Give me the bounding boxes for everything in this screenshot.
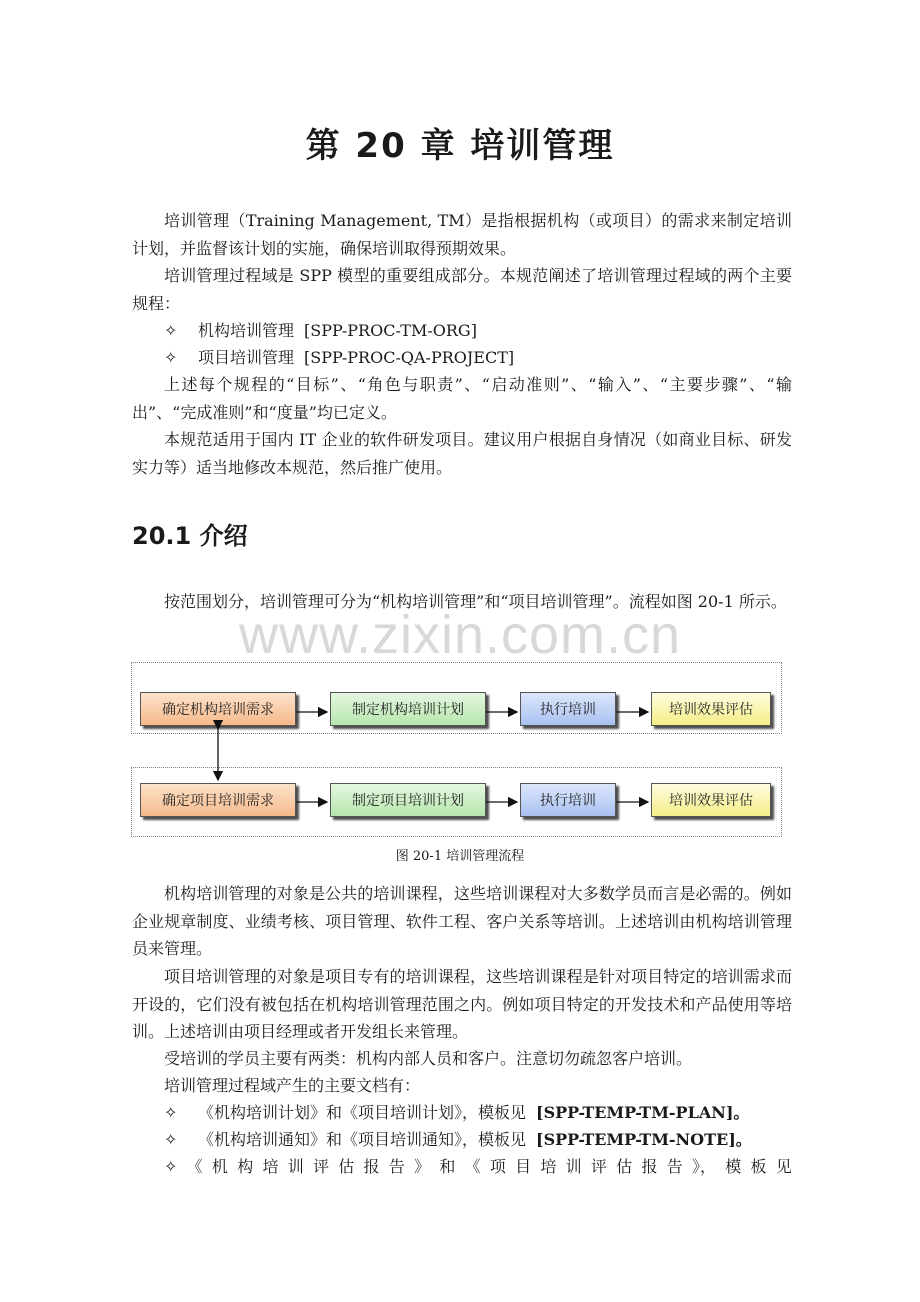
list-item-char: 估	[338, 1157, 355, 1176]
list-item-char: 训	[565, 1157, 582, 1176]
intro-paragraph-4: 本规范适用于国内 IT 企业的软件研发项目。建议用户根据自身情况（如商业目标、研发实力等）适当地修改本规范，然后推广使用。	[132, 430, 792, 477]
list-item-text: 《机构培训通知》和《项目培训通知》，模板见	[198, 1130, 527, 1149]
procedure-code: [SPP-PROC-QA-PROJECT]	[304, 348, 515, 367]
body-line-2: 培训管理过程域产生的主要文档有：	[164, 1076, 421, 1095]
list-item-char: 项	[489, 1157, 506, 1176]
org-step-need: 确定机构培训需求	[140, 692, 296, 726]
project-step-plan: 制定项目培训计划	[330, 783, 486, 817]
list-item-char: 报	[641, 1157, 658, 1176]
template-code: [SPP-TEMP-TM-NOTE]。	[536, 1130, 752, 1149]
diamond-star-icon: ✧	[164, 1157, 178, 1176]
diamond-star-icon: ✧	[164, 1103, 178, 1122]
list-item-char: 机	[211, 1157, 228, 1176]
watermark: www.zixin.com.cn	[238, 605, 682, 665]
intro-paragraph-3: 上述每个规程的“目标”、“角色与职责”、“启动准则”、“输入”、“主要步骤”、“输出”、“完成准则”和“度量”均已定义。	[132, 375, 792, 422]
body-line-1: 受培训的学员主要有两类：机构内部人员和客户。注意切勿疏忽客户培训。	[164, 1049, 693, 1068]
list-item	[164, 317, 477, 345]
list-item-char: 评	[312, 1157, 329, 1176]
org-step-execute: 执行培训	[520, 692, 616, 726]
list-item-char: 评	[590, 1157, 607, 1176]
list-item-char: 》，	[691, 1157, 716, 1176]
list-item-text: 《机构培训计划》和《项目培训计划》，模板见	[198, 1103, 527, 1122]
procedure-code: [SPP-PROC-TM-ORG]	[304, 321, 477, 340]
project-step-execute: 执行培训	[520, 783, 616, 817]
list-item-char: 告	[388, 1157, 405, 1176]
list-item	[164, 1153, 792, 1181]
list-item-text: 项目培训管理	[198, 348, 295, 367]
list-item-char: 培	[262, 1157, 279, 1176]
org-step-evaluate: 培训效果评估	[651, 692, 771, 726]
list-item-char: 估	[616, 1157, 633, 1176]
figure-caption: 图 20-1 培训管理流程	[395, 849, 525, 864]
list-item	[164, 344, 514, 372]
diamond-star-icon: ✧	[164, 1130, 178, 1149]
intro-paragraph-2: 培训管理过程域是 SPP 模型的重要组成部分。本规范阐述了培训管理过程域的两个主要规程：	[132, 266, 792, 313]
list-item-char: 《	[186, 1157, 203, 1176]
list-item-char: 板	[750, 1157, 767, 1176]
project-step-evaluate: 培训效果评估	[651, 783, 771, 817]
section-heading: 20.1 介绍	[132, 522, 248, 550]
list-item-char: 告	[666, 1157, 683, 1176]
list-item-char: 培	[540, 1157, 557, 1176]
diamond-star-icon: ✧	[164, 321, 178, 340]
list-item-char: 》	[414, 1157, 431, 1176]
list-item-char: 《	[464, 1157, 481, 1176]
list-item	[164, 1099, 749, 1127]
body-paragraph-2: 项目培训管理的对象是项目专有的培训课程，这些培训课程是针对项目特定的培训需求而开设的，它们没有被包括在机构培训管理范围之内。例如项目特定的开发技术和产品使用等培训。上述培训由项目经理或者开发组长来管理。	[132, 967, 792, 1041]
list-item-char: 报	[363, 1157, 380, 1176]
list-item-char: 训	[287, 1157, 304, 1176]
list-item-char: 构	[237, 1157, 254, 1176]
list-item	[164, 1126, 752, 1154]
org-step-plan: 制定机构培训计划	[330, 692, 486, 726]
list-item-text: 机构培训管理	[198, 321, 295, 340]
intro-paragraph-1: 培训管理（Training Management, TM）是指根据机构（或项目）的需求来制定培训计划，并监督该计划的实施，确保培训取得预期效果。	[132, 211, 792, 258]
project-step-need: 确定项目培训需求	[140, 783, 296, 817]
diamond-star-icon: ✧	[164, 348, 178, 367]
section-paragraph: 按范围划分，培训管理可分为“机构培训管理”和“项目培训管理”。流程如图 20-1 所示。	[164, 592, 787, 611]
chapter-title: 第 20 章 培训管理	[305, 126, 615, 166]
body-paragraph-1: 机构培训管理的对象是公共的培训课程，这些培训课程对大多数学员而言是必需的。例如企业规章制度、业绩考核、项目管理、软件工程、客户关系等培训。上述培训由机构培训管理员来管理。	[132, 884, 792, 958]
list-item-char: 和	[439, 1157, 456, 1176]
list-item-char: 模	[725, 1157, 742, 1176]
template-code: [SPP-TEMP-TM-PLAN]。	[536, 1103, 750, 1122]
list-item-char: 目	[515, 1157, 532, 1176]
list-item-char: 见	[775, 1157, 792, 1176]
